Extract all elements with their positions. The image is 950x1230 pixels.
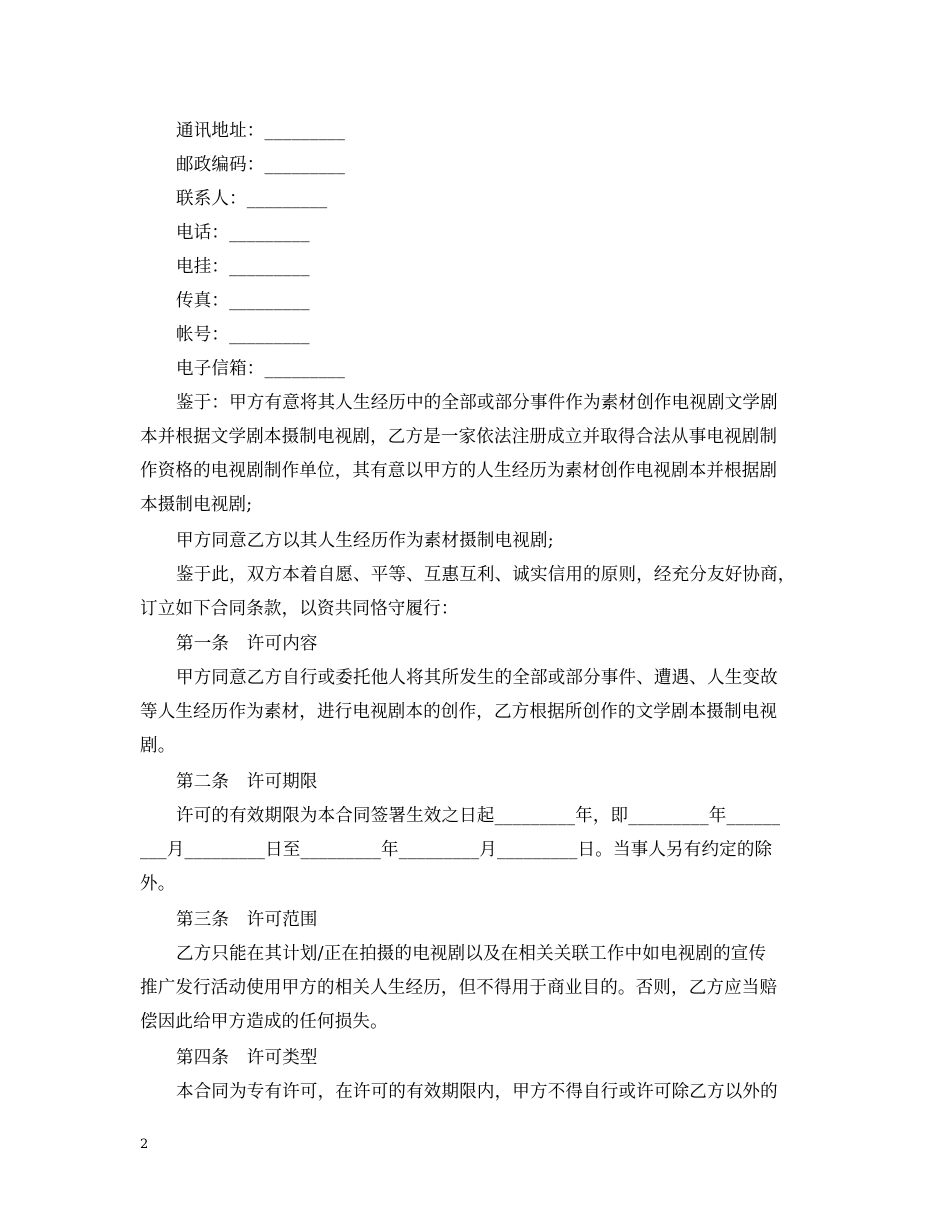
paragraph-line: 本摄制电视剧; <box>140 495 253 515</box>
section-heading: 第三条 许可范围 <box>176 910 318 930</box>
contact-email-line: 电子信箱：_________ <box>176 359 346 379</box>
paragraph-line: 许可的有效期限为本合同签署生效之日起_________年，即_________年______ <box>176 806 781 826</box>
contact-person-line: 联系人：_________ <box>176 189 328 209</box>
paragraph-line: 作资格的电视剧制作单位，其有意以甲方的人生经历为素材创作电视剧本并根据剧 <box>140 461 778 481</box>
paragraph-line: 甲方同意乙方以其人生经历作为素材摄制电视剧; <box>176 531 554 551</box>
paragraph-line: 本合同为专有许可，在许可的有效期限内，甲方不得自行或许可除乙方以外的 <box>176 1082 778 1102</box>
contact-telegraph-line: 电挂：_________ <box>176 257 310 277</box>
contact-fax-line: 传真：_________ <box>176 291 310 311</box>
paragraph-line: 乙方只能在其计划/正在拍摄的电视剧以及在相关关联工作中如电视剧的宣传 <box>176 944 767 964</box>
contact-account-line: 帐号：_________ <box>176 325 310 345</box>
paragraph-line: 甲方同意乙方自行或委托他人将其所发生的全部或部分事件、遭遇、人生变故 <box>176 668 778 688</box>
paragraph-line: 鉴于此，双方本着自愿、平等、互惠互利、诚实信用的原则，经充分友好协商， <box>176 565 796 585</box>
paragraph-line: ___月_________日至_________年_________月_________日。当事人另有约定的除 <box>140 840 773 860</box>
paragraph-line: 本并根据文学剧本摄制电视剧，乙方是一家依法注册成立并取得合法从事电视剧制 <box>140 427 778 447</box>
paragraph-line: 外。 <box>140 874 176 894</box>
section-heading: 第四条 许可类型 <box>176 1048 318 1068</box>
paragraph-line: 鉴于：甲方有意将其人生经历中的全部或部分事件作为素材创作电视剧文学剧 <box>176 393 778 413</box>
paragraph-line: 推广发行活动使用甲方的相关人生经历，但不得用于商业目的。否则，乙方应当赔 <box>140 978 778 998</box>
contact-phone-line: 电话：_________ <box>176 223 310 243</box>
paragraph-line: 偿因此给甲方造成的任何损失。 <box>140 1012 388 1032</box>
section-heading: 第一条 许可内容 <box>176 634 318 654</box>
paragraph-line: 剧。 <box>140 736 176 756</box>
page-number: 2 <box>140 1137 149 1152</box>
paragraph-line: 订立如下合同条款，以资共同恪守履行： <box>140 599 459 619</box>
contact-address-line: 通讯地址：_________ <box>176 121 346 141</box>
contact-postcode-line: 邮政编码：_________ <box>176 155 346 175</box>
paragraph-line: 等人生经历作为素材，进行电视剧本的创作，乙方根据所创作的文学剧本摄制电视 <box>140 702 778 722</box>
section-heading: 第二条 许可期限 <box>176 772 318 792</box>
